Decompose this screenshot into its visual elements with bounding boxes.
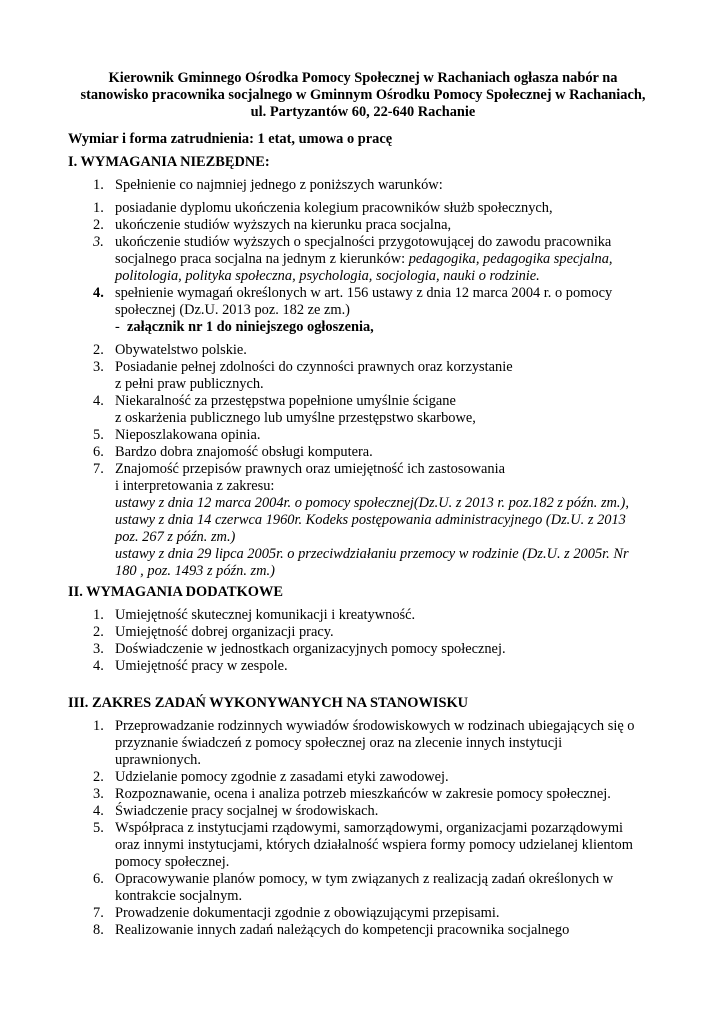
list-item bbox=[68, 803, 658, 820]
list-item bbox=[68, 905, 658, 922]
item-text: Spełnienie co najmniej jednego z poniższych warunków: bbox=[115, 177, 443, 193]
item-number: 1. bbox=[93, 200, 104, 216]
item-text: społecznej (Dz.U. 2013 poz. 182 ze zm.) bbox=[115, 302, 350, 318]
list-item bbox=[68, 359, 658, 393]
item-number: 3. bbox=[93, 359, 104, 375]
list-item bbox=[68, 624, 658, 641]
item-number: 3. bbox=[93, 786, 104, 802]
item-number: 7. bbox=[93, 905, 104, 921]
item-text: Obywatelstwo polskie. bbox=[115, 342, 247, 358]
law-reference: ustawy z dnia 14 czerwca 1960r. Kodeks postępowania administracyjnego (Dz.U. z 2013 bbox=[115, 512, 626, 528]
item-text: przyznanie świadczeń z pomocy społecznej oraz na zlecenie innych instytucji bbox=[115, 735, 563, 751]
item-number: 4. bbox=[93, 658, 104, 674]
item-text: Doświadczenie w jednostkach organizacyjnych pomocy społecznej. bbox=[115, 641, 506, 657]
item-text: Współpraca z instytucjami rządowymi, samorządowymi, organizacjami pozarządowymi bbox=[115, 820, 624, 836]
dash: - bbox=[115, 319, 127, 335]
item-text: kontrakcie socjalnym. bbox=[115, 888, 243, 904]
list-item bbox=[68, 342, 658, 359]
item-number: 6. bbox=[93, 444, 104, 460]
list-item bbox=[68, 444, 658, 461]
item-text: Umiejętność pracy w zespole. bbox=[115, 658, 288, 674]
item-text: Prowadzenie dokumentacji zgodnie z obowiązującymi przepisami. bbox=[115, 905, 500, 921]
item-number: 1. bbox=[93, 718, 104, 734]
section-heading: III. ZAKRES ZADAŃ WYKONYWANYCH NA STANOWISKU bbox=[68, 695, 469, 711]
title-line: ul. Partyzantów 60, 22-640 Rachanie bbox=[250, 104, 476, 120]
item-number: 8. bbox=[93, 922, 104, 938]
item-text bbox=[115, 251, 658, 268]
list-item bbox=[68, 922, 658, 939]
item-number: 2. bbox=[93, 624, 104, 640]
item-number: 5. bbox=[93, 427, 104, 443]
list-item bbox=[68, 786, 658, 803]
section-heading: I. WYMAGANIA NIEZBĘDNE: bbox=[68, 154, 270, 170]
list-item bbox=[68, 641, 658, 658]
list-item bbox=[68, 177, 658, 194]
employment-info: Wymiar i forma zatrudnienia: 1 etat, umowa o pracę bbox=[68, 131, 393, 147]
list-item bbox=[68, 427, 658, 444]
item-text: z oskarżenia publicznego lub umyślne przestępstwo skarbowe, bbox=[115, 410, 476, 426]
item-number: 1. bbox=[93, 607, 104, 623]
item-text: pomocy społecznej. bbox=[115, 854, 230, 870]
law-reference: 180 , poz. 1493 z późn. zm.) bbox=[115, 563, 275, 579]
list-item bbox=[68, 658, 658, 675]
item-text: Znajomość przepisów prawnych oraz umiejętność ich zastosowania bbox=[115, 461, 506, 477]
list-item bbox=[68, 769, 658, 786]
item-text: posiadanie dyplomu ukończenia kolegium pracowników służb społecznych, bbox=[115, 200, 553, 216]
item-text: Umiejętność dobrej organizacji pracy. bbox=[115, 624, 334, 640]
item-number: 7. bbox=[93, 461, 104, 477]
item-text: Przeprowadzanie rodzinnych wywiadów środowiskowych w rodzinach ubiegających się o bbox=[115, 718, 635, 734]
item-text: oraz innymi instytucjami, których działalność wspiera formy pomocy udzielanej klientom bbox=[115, 837, 633, 853]
item-text: Bardzo dobra znajomość obsługi komputera. bbox=[115, 444, 373, 460]
item-number: 3. bbox=[93, 234, 104, 250]
section-heading: II. WYMAGANIA DODATKOWE bbox=[68, 584, 283, 600]
item-text: Udzielanie pomocy zgodnie z zasadami etyki zawodowej. bbox=[115, 769, 449, 785]
item-text: ukończenie studiów wyższych o specjalności przygotowującej do zawodu pracownika bbox=[115, 234, 612, 250]
item-text: Opracowywanie planów pomocy, w tym związanych z realizacją zadań określonych w bbox=[115, 871, 614, 887]
item-text: Rozpoznawanie, ocena i analiza potrzeb mieszkańców w zakresie pomocy społecznej. bbox=[115, 786, 611, 802]
item-number: 4. bbox=[93, 803, 104, 819]
item-text: Realizowanie innych zadań należących do kompetencji pracownika socjalnego bbox=[115, 922, 570, 938]
item-text: spełnienie wymagań określonych w art. 156 ustawy z dnia 12 marca 2004 r. o pomocy bbox=[115, 285, 613, 301]
item-text: i interpretowania z zakresu: bbox=[115, 478, 275, 494]
law-reference: ustawy z dnia 29 lipca 2005r. o przeciwdziałaniu przemocy w rodzinie (Dz.U. z 2005r. Nr bbox=[115, 546, 629, 562]
law-reference: poz. 267 z późn. zm.) bbox=[115, 529, 236, 545]
sub-list-item bbox=[68, 200, 658, 217]
item-text: Nieposzlakowana opinia. bbox=[115, 427, 261, 443]
item-text: uprawnionych. bbox=[115, 752, 201, 768]
item-number: 4. bbox=[93, 393, 104, 409]
title-line: stanowisko pracownika socjalnego w Gminnym Ośrodku Pomocy Społecznej w Rachaniach, bbox=[80, 87, 646, 103]
list-item bbox=[68, 461, 658, 580]
item-text-italic: politologia, polityka społeczna, psychologia, socjologia, nauki o rodzinie. bbox=[115, 268, 540, 284]
item-text: Umiejętność skutecznej komunikacji i kreatywność. bbox=[115, 607, 416, 623]
item-number: 5. bbox=[93, 820, 104, 836]
item-text: Świadczenie pracy socjalnej w środowiskach. bbox=[115, 803, 379, 819]
item-text: Niekaralność za przestępstwa popełnione umyślnie ścigane bbox=[115, 393, 456, 409]
attachment-link-text: załącznik nr 1 do niniejszego ogłoszenia, bbox=[127, 319, 374, 335]
item-text-italic: pedagogika, pedagogika specjalna, bbox=[408, 251, 613, 267]
sub-list-item bbox=[68, 217, 658, 234]
list-item bbox=[68, 718, 658, 769]
item-number: 4. bbox=[93, 285, 104, 301]
item-number: 2. bbox=[93, 217, 104, 233]
list-item bbox=[68, 607, 658, 624]
item-number: 2. bbox=[93, 342, 104, 358]
law-reference: ustawy z dnia 12 marca 2004r. o pomocy społecznej(Dz.U. z 2013 r. poz.182 z późn. zm.), bbox=[115, 495, 629, 511]
item-number: 3. bbox=[93, 641, 104, 657]
document-title bbox=[68, 70, 658, 121]
item-text: ukończenie studiów wyższych na kierunku praca socjalna, bbox=[115, 217, 452, 233]
list-item bbox=[68, 871, 658, 905]
sub-list-item bbox=[68, 234, 658, 285]
item-text: Posiadanie pełnej zdolności do czynności prawnych oraz korzystanie bbox=[115, 359, 513, 375]
item-number: 2. bbox=[93, 769, 104, 785]
list-item bbox=[68, 820, 658, 871]
item-number: 1. bbox=[93, 177, 104, 193]
item-number: 6. bbox=[93, 871, 104, 887]
item-text: z pełni praw publicznych. bbox=[115, 376, 264, 392]
list-item bbox=[68, 393, 658, 427]
item-text-plain: socjalnego praca socjalna na jednym z kierunków: bbox=[115, 251, 409, 267]
document-page bbox=[68, 70, 658, 939]
sub-list-item bbox=[68, 285, 658, 336]
attachment-note bbox=[115, 319, 658, 336]
title-line: Kierownik Gminnego Ośrodka Pomocy Społecznej w Rachaniach ogłasza nabór na bbox=[108, 70, 618, 86]
